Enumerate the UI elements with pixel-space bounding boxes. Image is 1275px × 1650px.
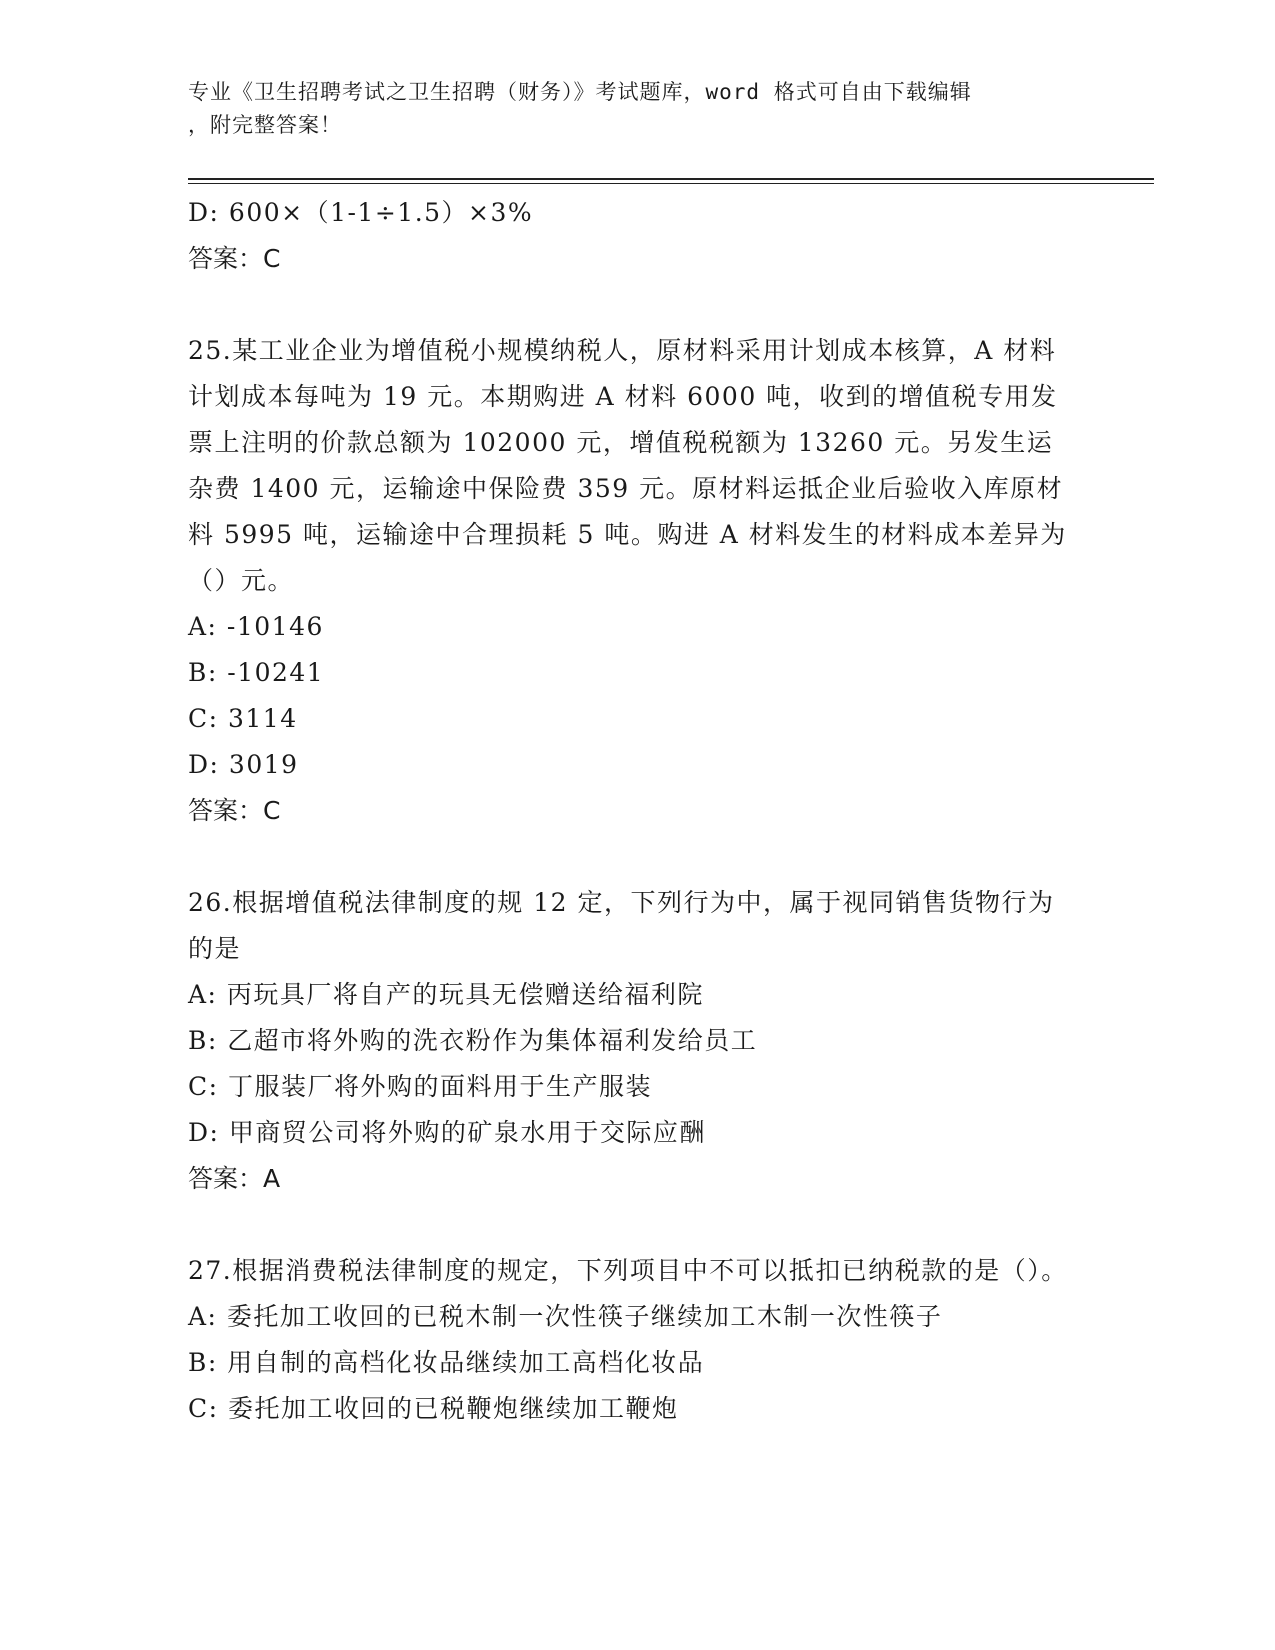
spacer xyxy=(188,1202,1088,1248)
q25-option-c: C: 3114 xyxy=(188,704,298,733)
q26-option-a: A: 丙玩具厂将自产的玩具无偿赠送给福利院 xyxy=(188,980,704,1009)
spacer xyxy=(188,834,1088,880)
q25-option-b: B: -10241 xyxy=(188,658,325,687)
prev-option-d: D: 600×（1-1÷1.5）×3% xyxy=(188,198,534,227)
document-header xyxy=(188,76,1088,142)
q26-answer: 答案：A xyxy=(188,1164,281,1193)
q25-stem: 25.某工业企业为增值税小规模纳税人，原材料采用计划成本核算，A 材料计划成本每吨为 19 元。本期购进 A 材料 6000 吨，收到的增值税专用发票上注明的价款总额为 102000 元，增值税税额为 13260 元。另发生运杂费 1400 元，运输途中保险费 359 元。原材料运抵企业后验收入库原材料 5995 吨，运输途中合理损耗 5 吨。购进 A 材料发生的材料成本差异为（）元。 xyxy=(188,336,1067,595)
prev-answer: 答案：C xyxy=(188,244,281,273)
q26-option-d: D: 甲商贸公司将外购的矿泉水用于交际应酬 xyxy=(188,1118,706,1147)
header-rule-thin xyxy=(188,183,1154,184)
q26-option-b: B: 乙超市将外购的洗衣粉作为集体福利发给员工 xyxy=(188,1026,758,1055)
q25-option-d: D: 3019 xyxy=(188,750,299,779)
q26-stem: 26.根据增值税法律制度的规 12 定，下列行为中，属于视同销售货物行为的是 xyxy=(188,888,1055,963)
spacer xyxy=(188,282,1088,328)
q27-option-b: B: 用自制的高档化妆品继续加工高档化妆品 xyxy=(188,1348,705,1377)
header-line-1: 专业《卫生招聘考试之卫生招聘（财务）》考试题库，word 格式可自由下载编辑 xyxy=(188,80,972,104)
q25-answer: 答案：C xyxy=(188,796,281,825)
q27-option-a: A: 委托加工收回的已税木制一次性筷子继续加工木制一次性筷子 xyxy=(188,1302,943,1331)
header-rule-thick xyxy=(188,178,1154,180)
q27-option-c: C: 委托加工收回的已税鞭炮继续加工鞭炮 xyxy=(188,1394,679,1423)
q26-option-c: C: 丁服装厂将外购的面料用于生产服装 xyxy=(188,1072,652,1101)
q25-option-a: A: -10146 xyxy=(188,612,324,641)
question-content xyxy=(188,190,1088,1432)
q27-stem: 27.根据消费税法律制度的规定，下列项目中不可以抵扣已纳税款的是（）。 xyxy=(188,1256,1068,1285)
header-line-2: ，附完整答案！ xyxy=(188,113,342,137)
